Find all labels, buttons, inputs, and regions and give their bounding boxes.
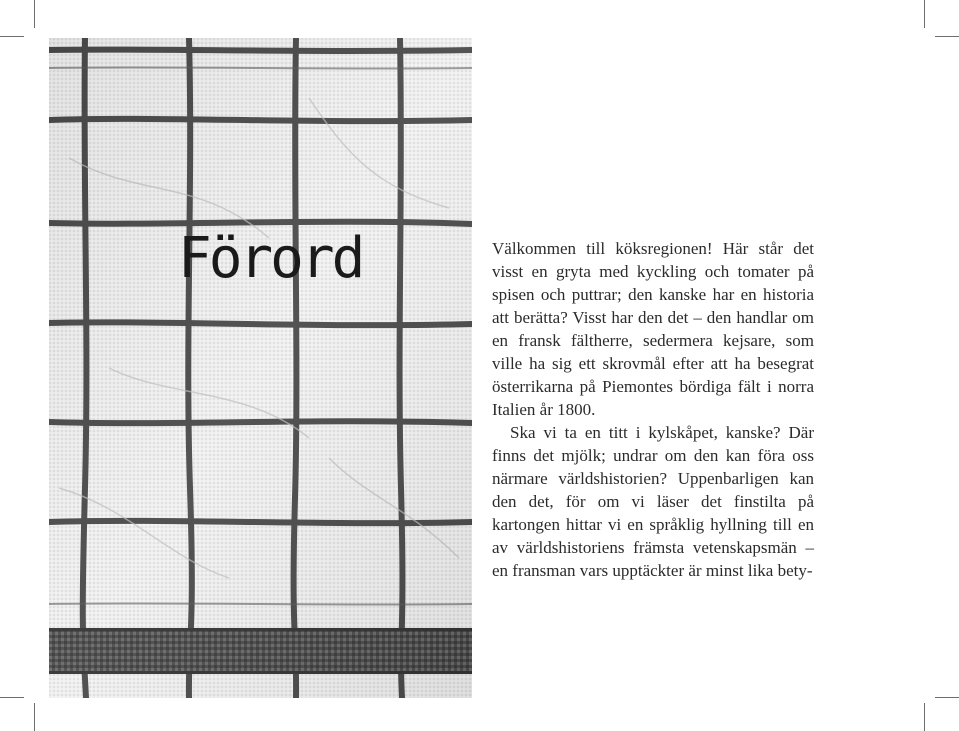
page-title: Förord <box>178 226 363 291</box>
body-text <box>492 237 814 582</box>
crop-mark <box>34 0 35 28</box>
crop-mark <box>924 703 925 731</box>
checked-kitchen-towel-image <box>49 38 472 698</box>
paragraph: Välkommen till köksregionen! Här står det visst en gryta med kyckling och tomater på spisen och puttrar; den kanske har en historia att berätta? Visst har den det – den handlar om en fransk fältherre, sedermera kejsare, som ville ha sig ett skrovmål efter att ha besegrat österrikarna på Piemontes bördiga fält i norra Italien år 1800. <box>492 239 814 419</box>
crop-mark <box>34 703 35 731</box>
crop-mark <box>0 36 24 37</box>
paragraph: Ska vi ta en titt i kylskåpet, kanske? Där finns det mjölk; undrar om den kan föra oss närmare världshistorien? Uppenbarligen kan den det, för om vi läser det finstilta på kartongen hittar vi en språklig hyllning till en av världshistoriens främsta vetenskapsmän – en fransman vars upptäckter är minst lika bety- <box>492 423 814 580</box>
crop-mark <box>0 697 24 698</box>
crop-mark <box>935 697 959 698</box>
crop-mark <box>924 0 925 28</box>
crop-mark <box>935 36 959 37</box>
